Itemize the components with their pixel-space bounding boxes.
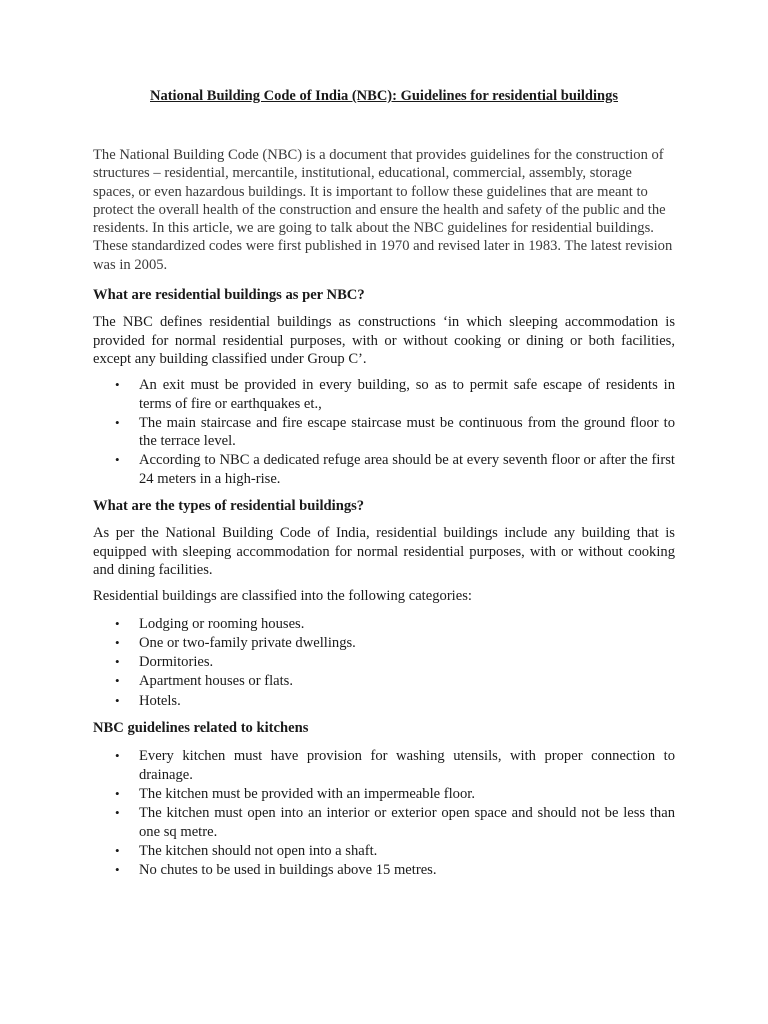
- bullet-icon: •: [115, 414, 120, 430]
- section-heading-residential-types: What are the types of residential buildings?: [93, 498, 365, 515]
- bullet-icon: •: [115, 842, 120, 858]
- list-item: • The kitchen must be provided with an impermeable floor.: [115, 785, 475, 802]
- list-item: • The kitchen must open into an interior or exterior open space and should not be less than one sq metre.: [115, 805, 675, 840]
- bullet-icon: •: [115, 748, 120, 764]
- list-item: • Dormitories.: [115, 654, 214, 671]
- section-paragraph-residential-definition: The NBC defines residential buildings as constructions ‘in which sleeping accommodation is provided for normal residential purposes, with or without cooking or dining or both facilities, except any building classified under Group C’.: [93, 314, 675, 367]
- bullet-icon: •: [115, 377, 120, 393]
- bullet-list-residential-categories: [93, 615, 675, 710]
- list-item: • No chutes to be used in buildings above 15 metres.: [115, 862, 437, 879]
- list-item: • According to NBC a dedicated refuge area should be at every seventh floor or after the first 24 meters in a high-rise.: [115, 452, 675, 487]
- list-item: • One or two-family private dwellings.: [115, 634, 356, 651]
- bullet-icon: •: [115, 785, 120, 801]
- list-item: • Apartment houses or flats.: [115, 673, 294, 690]
- bullet-list-kitchen-guidelines: [93, 747, 675, 879]
- section-heading-residential-definition: What are residential buildings as per NBC?: [93, 287, 365, 304]
- section-paragraph-categories-intro: Residential buildings are classified into the following categories:: [93, 588, 472, 605]
- intro-paragraph: The National Building Code (NBC) is a document that provides guidelines for the construction of structures – residential, mercantile, institutional, educational, commercial, assembly, storage spaces, or even hazardous buildings. It is important to follow these guidelines that are meant to protect the overall health of the construction and ensure the health and safety of the public and the residents. In this article, we are going to talk about the NBC guidelines for residential buildings. These standardized codes were first published in 1970 and revised later in 1983. The latest revision was in 2005.: [93, 147, 673, 273]
- bullet-icon: •: [115, 862, 120, 878]
- bullet-list-exit-requirements: [93, 376, 675, 488]
- bullet-icon: •: [115, 692, 120, 708]
- list-item: • Hotels.: [115, 692, 181, 709]
- bullet-icon: •: [115, 452, 120, 468]
- bullet-icon: •: [115, 615, 120, 631]
- bullet-icon: •: [115, 673, 120, 689]
- bullet-icon: •: [115, 654, 120, 670]
- document-page: [93, 86, 675, 887]
- list-item: • An exit must be provided in every building, so as to permit safe escape of residents in terms of fire or earthquakes et.,: [115, 377, 675, 412]
- list-item: • Every kitchen must have provision for washing utensils, with proper connection to drainage.: [115, 748, 675, 783]
- list-item: • The kitchen should not open into a shaft.: [115, 842, 378, 859]
- section-heading-kitchens: NBC guidelines related to kitchens: [93, 720, 309, 737]
- section-paragraph-residential-types: As per the National Building Code of India, residential buildings include any building that is equipped with sleeping accommodation for normal residential purposes, with or without cooking and dining facilities.: [93, 525, 675, 578]
- document-title: National Building Code of India (NBC): Guidelines for residential buildings: [150, 88, 618, 104]
- list-item: • The main staircase and fire escape staircase must be continuous from the ground floor to the terrace level.: [115, 414, 675, 450]
- bullet-icon: •: [115, 634, 120, 650]
- bullet-icon: •: [115, 805, 120, 821]
- list-item: • Lodging or rooming houses.: [115, 615, 305, 632]
